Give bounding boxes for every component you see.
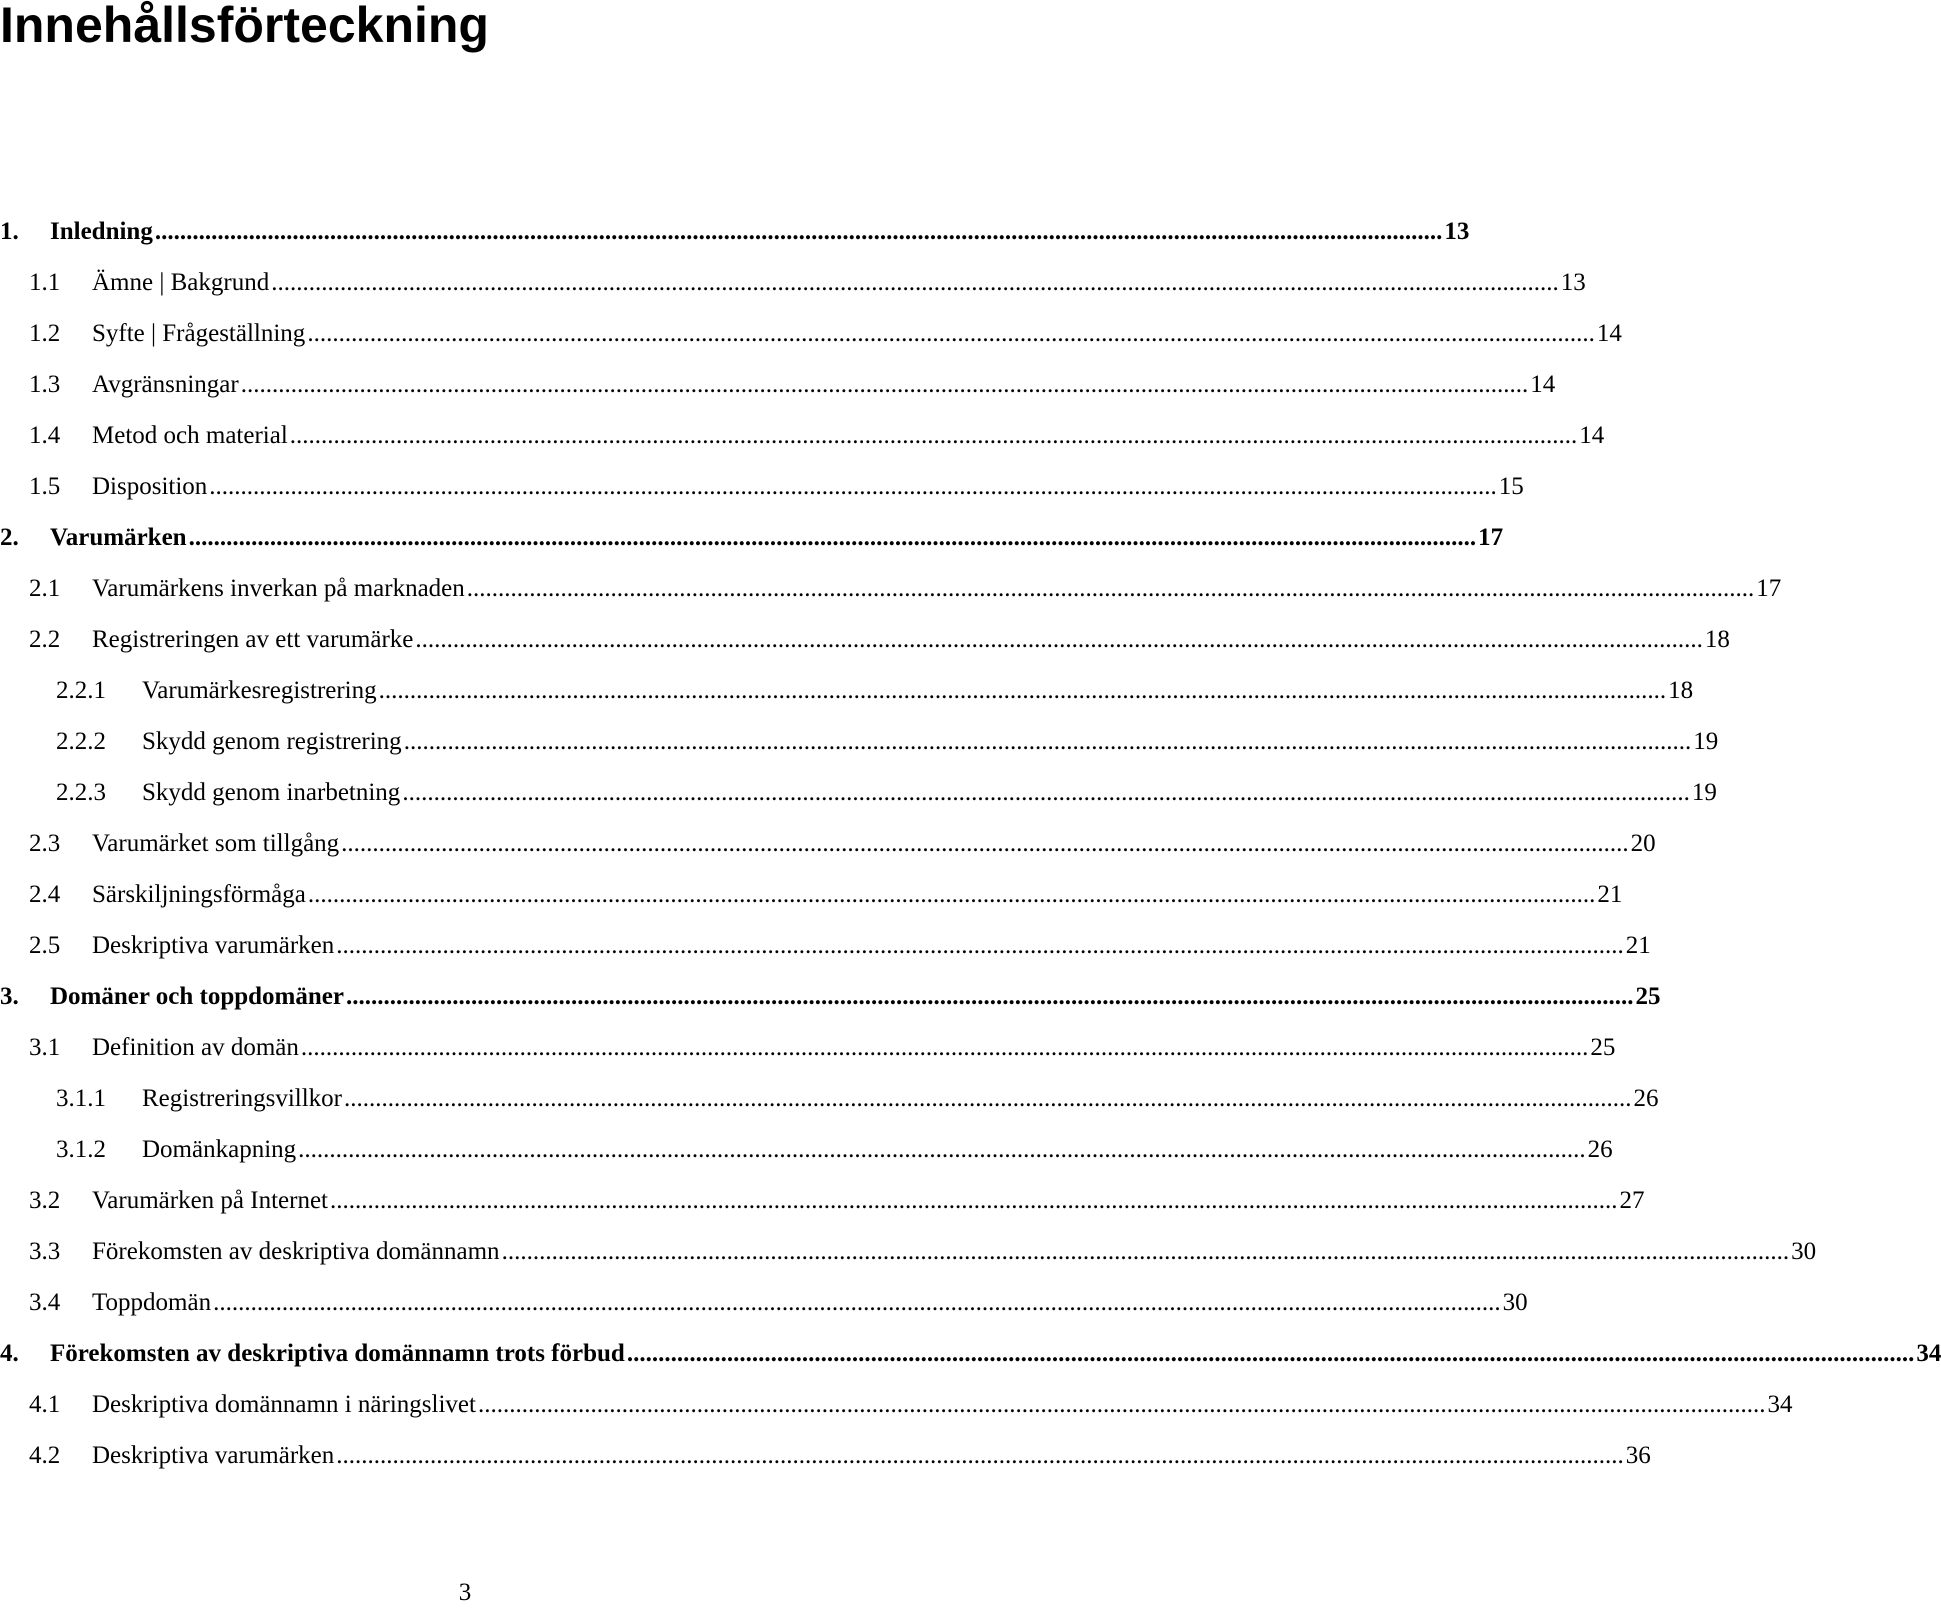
toc-entry-title: Deskriptiva varumärken xyxy=(92,1442,335,1469)
toc-entry-number: 2.4 xyxy=(29,881,61,908)
toc-dot-leader: .............................................................................................................................................................................................................. xyxy=(477,1391,1766,1418)
toc-entry-number: 4. xyxy=(0,1340,19,1367)
toc-dot-leader: .............................................................................................................................................................................................................. xyxy=(336,932,1624,959)
toc-dot-leader: .............................................................................................................................................................................................................. xyxy=(336,1442,1624,1469)
toc-entry-title: Varumärken xyxy=(50,524,187,551)
toc-entry[interactable] xyxy=(0,563,1782,614)
toc-dot-leader: .............................................................................................................................................................................................................. xyxy=(626,1340,1915,1367)
toc-dot-leader: .............................................................................................................................................................................................................. xyxy=(209,473,1497,500)
toc-entry-title: Registreringen av ett varumärke xyxy=(92,626,414,653)
toc-dot-leader: .............................................................................................................................................................................................................. xyxy=(343,1085,1632,1112)
toc-entry[interactable] xyxy=(0,920,1651,971)
toc-entry-page: 27 xyxy=(1619,1187,1645,1214)
toc-entry-page: 34 xyxy=(1767,1391,1793,1418)
toc-entry-title: Avgränsningar xyxy=(92,371,239,398)
toc-entry-title: Skydd genom inarbetning xyxy=(142,779,401,806)
toc-dot-leader: .............................................................................................................................................................................................................. xyxy=(271,269,1559,296)
toc-dot-leader: .............................................................................................................................................................................................................. xyxy=(240,371,1529,398)
toc-entry-title: Varumärken på Internet xyxy=(92,1187,328,1214)
toc-entry[interactable] xyxy=(0,308,1622,359)
toc-entry[interactable] xyxy=(0,971,1661,1022)
toc-entry-number: 3.2 xyxy=(29,1187,61,1214)
toc-entry-title: Domäner och toppdomäner xyxy=(50,983,344,1010)
toc-entry-page: 19 xyxy=(1693,728,1719,755)
toc-entry-title: Disposition xyxy=(92,473,208,500)
toc-entry[interactable] xyxy=(0,818,1656,869)
toc-entry-title: Deskriptiva domännamn i näringslivet xyxy=(92,1391,476,1418)
toc-entry-number: 3.4 xyxy=(29,1289,61,1316)
toc-entry-title: Varumärkesregistrering xyxy=(142,677,377,704)
toc-entry-title: Metod och material xyxy=(92,422,288,449)
toc-entry-number: 1.1 xyxy=(29,269,61,296)
toc-entry[interactable] xyxy=(0,869,1623,920)
page-title: Innehållsförteckning xyxy=(0,0,489,53)
toc-dot-leader: .............................................................................................................................................................................................................. xyxy=(378,677,1667,704)
toc-entry-page: 30 xyxy=(1502,1289,1528,1316)
toc-entry-title: Ämne | Bakgrund xyxy=(92,269,270,296)
toc-dot-leader: .............................................................................................................................................................................................................. xyxy=(307,320,1595,347)
toc-dot-leader: .............................................................................................................................................................................................................. xyxy=(403,728,1692,755)
toc-entry-title: Deskriptiva varumärken xyxy=(92,932,335,959)
toc-entry[interactable] xyxy=(0,1073,1659,1124)
toc-entry-number: 2.5 xyxy=(29,932,61,959)
toc-entry-page: 21 xyxy=(1625,932,1651,959)
toc-entry[interactable] xyxy=(0,1124,1613,1175)
toc-entry[interactable] xyxy=(0,257,1586,308)
toc-entry[interactable] xyxy=(0,1226,1817,1277)
toc-entry-page: 21 xyxy=(1597,881,1623,908)
toc-entry-number: 3.3 xyxy=(29,1238,61,1265)
toc-entry-page: 17 xyxy=(1756,575,1782,602)
toc-dot-leader: .............................................................................................................................................................................................................. xyxy=(341,830,1629,857)
toc-entry-page: 15 xyxy=(1498,473,1524,500)
toc-entry-number: 3.1 xyxy=(29,1034,61,1061)
toc-entry-title: Förekomsten av deskriptiva domännamn xyxy=(92,1238,500,1265)
toc-entry-number: 1.5 xyxy=(29,473,61,500)
toc-entry-page: 26 xyxy=(1633,1085,1659,1112)
toc-entry-page: 18 xyxy=(1668,677,1694,704)
toc-entry-number: 2.2.3 xyxy=(56,779,106,806)
toc-entry-page: 30 xyxy=(1791,1238,1817,1265)
toc-dot-leader: .............................................................................................................................................................................................................. xyxy=(307,881,1596,908)
toc-entry-number: 4.2 xyxy=(29,1442,61,1469)
toc-entry-title: Skydd genom registrering xyxy=(142,728,402,755)
toc-entry-number: 2.2.1 xyxy=(56,677,106,704)
toc-entry-number: 2.1 xyxy=(29,575,61,602)
table-of-contents xyxy=(0,206,1941,1481)
toc-entry[interactable] xyxy=(0,1430,1651,1481)
toc-entry[interactable] xyxy=(0,716,1719,767)
toc-entry-number: 1.4 xyxy=(29,422,61,449)
toc-entry[interactable] xyxy=(0,1277,1528,1328)
toc-entry[interactable] xyxy=(0,1175,1645,1226)
toc-entry-page: 14 xyxy=(1596,320,1622,347)
toc-dot-leader: .............................................................................................................................................................................................................. xyxy=(213,1289,1501,1316)
toc-entry-number: 2.2 xyxy=(29,626,61,653)
toc-entry-number: 4.1 xyxy=(29,1391,61,1418)
toc-entry-title: Inledning xyxy=(50,218,153,245)
toc-entry[interactable] xyxy=(0,359,1556,410)
toc-entry[interactable] xyxy=(0,410,1605,461)
toc-entry-number: 2.2.2 xyxy=(56,728,106,755)
toc-entry-page: 13 xyxy=(1560,269,1586,296)
toc-entry[interactable] xyxy=(0,461,1524,512)
toc-entry-page: 17 xyxy=(1478,524,1504,551)
toc-dot-leader: .............................................................................................................................................................................................................. xyxy=(330,1187,1618,1214)
toc-dot-leader: .............................................................................................................................................................................................................. xyxy=(300,1034,1589,1061)
toc-entry-page: 14 xyxy=(1579,422,1605,449)
page-number: 3 xyxy=(458,1579,472,1606)
toc-entry-title: Toppdomän xyxy=(92,1289,212,1316)
toc-entry-page: 14 xyxy=(1530,371,1556,398)
toc-entry-number: 1.3 xyxy=(29,371,61,398)
toc-entry[interactable] xyxy=(0,1328,1941,1379)
toc-entry-title: Registreringsvillkor xyxy=(142,1085,342,1112)
toc-entry-number: 3.1.1 xyxy=(56,1085,106,1112)
toc-entry-number: 1.2 xyxy=(29,320,61,347)
toc-dot-leader: .............................................................................................................................................................................................................. xyxy=(154,218,1443,245)
toc-entry-number: 3. xyxy=(0,983,19,1010)
toc-dot-leader: .............................................................................................................................................................................................................. xyxy=(289,422,1578,449)
toc-entry-title: Definition av domän xyxy=(92,1034,299,1061)
toc-entry-page: 36 xyxy=(1625,1442,1651,1469)
toc-dot-leader: .............................................................................................................................................................................................................. xyxy=(415,626,1703,653)
toc-dot-leader: .............................................................................................................................................................................................................. xyxy=(298,1136,1586,1163)
toc-entry[interactable] xyxy=(0,206,1470,257)
toc-entry-page: 13 xyxy=(1444,218,1470,245)
toc-entry-page: 18 xyxy=(1704,626,1730,653)
toc-entry-number: 1. xyxy=(0,218,19,245)
toc-entry-title: Domänkapning xyxy=(142,1136,297,1163)
toc-entry-number: 2. xyxy=(0,524,19,551)
toc-entry-title: Varumärket som tillgång xyxy=(92,830,340,857)
toc-entry-title: Varumärkens inverkan på marknaden xyxy=(92,575,465,602)
toc-dot-leader: .............................................................................................................................................................................................................. xyxy=(188,524,1477,551)
toc-entry[interactable] xyxy=(0,1379,1793,1430)
toc-entry[interactable] xyxy=(0,767,1717,818)
toc-entry[interactable] xyxy=(0,1022,1616,1073)
toc-entry[interactable] xyxy=(0,614,1730,665)
toc-entry-number: 2.3 xyxy=(29,830,61,857)
toc-entry-page: 26 xyxy=(1587,1136,1613,1163)
toc-dot-leader: .............................................................................................................................................................................................................. xyxy=(402,779,1690,806)
toc-entry-page: 34 xyxy=(1916,1340,1941,1367)
toc-dot-leader: .............................................................................................................................................................................................................. xyxy=(501,1238,1790,1265)
toc-entry-page: 19 xyxy=(1691,779,1717,806)
toc-entry-page: 20 xyxy=(1630,830,1656,857)
toc-entry-title: Syfte | Frågeställning xyxy=(92,320,306,347)
toc-entry[interactable] xyxy=(0,665,1694,716)
toc-dot-leader: .............................................................................................................................................................................................................. xyxy=(466,575,1755,602)
toc-entry-title: Särskiljningsförmåga xyxy=(92,881,306,908)
toc-entry[interactable] xyxy=(0,512,1504,563)
toc-entry-page: 25 xyxy=(1590,1034,1616,1061)
toc-entry-title: Förekomsten av deskriptiva domännamn trots förbud xyxy=(50,1340,625,1367)
toc-entry-page: 25 xyxy=(1635,983,1661,1010)
toc-entry-number: 3.1.2 xyxy=(56,1136,106,1163)
toc-dot-leader: .............................................................................................................................................................................................................. xyxy=(345,983,1634,1010)
